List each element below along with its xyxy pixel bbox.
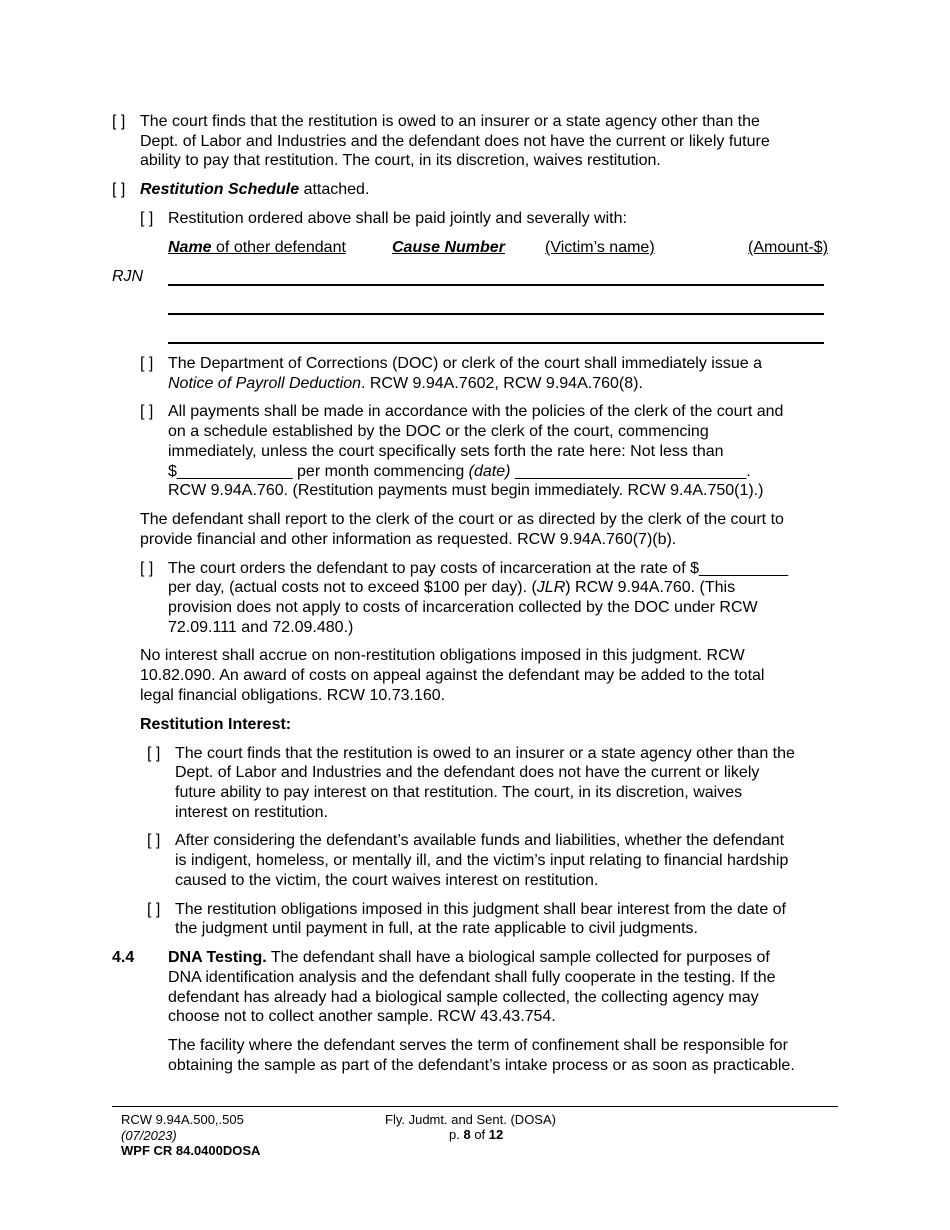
initials: RJN [112,268,144,285]
report-line-2: provide financial and other information as requested. RCW 9.94A.760(7)(b). [140,531,677,548]
col-header-victim: (Victim’s name) [545,239,655,256]
footer-rule [112,1106,838,1107]
payments-line-1: All payments shall be made in accordance with the policies of the clerk of the court and [168,403,784,420]
fill-line-3[interactable] [168,342,824,344]
interest-opt2-line-1: After considering the defendant’s available funds and liabilities, whether the defendant [175,832,785,849]
payments-line-3: immediately, unless the court specifically sets forth the rate here: Not less than [168,443,724,460]
waive-restitution-line-2: Dept. of Labor and Industries and the defendant does not have the current or likely future [140,133,770,150]
footer-form-id: WPF CR 84.0400DOSA [121,1143,261,1158]
footer-rcw: RCW 9.94A.500,.505 [121,1112,244,1127]
checkbox-payments-schedule[interactable]: [ ] [140,403,154,420]
incarceration-line-2 [168,578,735,598]
dna-line-1 [168,948,770,968]
checkbox-waive-restitution[interactable]: [ ] [112,113,126,130]
interest-opt2-line-3: caused to the victim, the court waives interest on restitution. [175,872,599,889]
checkbox-bear-interest[interactable]: [ ] [147,901,161,918]
fill-line-1[interactable] [168,284,824,286]
incarceration-line-2b: ) RCW 9.94A.760. (This [565,579,736,596]
incarceration-jlr: JLR [536,579,566,596]
footer-date: (07/2023) [121,1128,177,1143]
section-number-4-4: 4.4 [112,949,135,966]
checkbox-waive-interest-hardship[interactable]: [ ] [147,832,161,849]
payments-line-4 [168,462,751,482]
incarceration-line-2a: per day, (actual costs not to exceed $100 per day). ( [168,579,537,596]
report-line-1: The defendant shall report to the clerk of the court or as directed by the clerk of the court to [140,511,784,528]
restitution-schedule-line [140,180,369,200]
payments-line-5: RCW 9.94A.760. (Restitution payments must begin immediately. RCW 9.4A.750(1).) [168,482,764,499]
no-interest-line-2: 10.82.090. An award of costs on appeal against the defendant may be added to the total [140,667,765,684]
payments-line-2: on a schedule established by the DOC or the clerk of the court, commencing [168,423,709,440]
dna-line-4: choose not to collect another sample. RCW 43.43.754. [168,1008,556,1025]
incarceration-line-4: 72.09.111 and 72.09.480.) [168,619,354,636]
dna-line-1-rest: The defendant shall have a biological sample collected for purposes of [266,949,770,966]
dna-title: DNA Testing. [168,949,267,966]
col-header-cause: Cause Number [392,239,505,256]
payroll-line-2-rest: . RCW 9.94A.7602, RCW 9.94A.760(8). [360,375,643,392]
footer-page [449,1127,503,1143]
interest-opt3-line-1: The restitution obligations imposed in this judgment shall bear interest from the date of [175,901,786,918]
col-header-name-rest: of other defendant [211,239,346,256]
interest-opt1-line-4: interest on restitution. [175,804,328,821]
no-interest-line-3: legal financial obligations. RCW 10.73.160. [140,687,446,704]
col-header-name-bold: Name [168,239,212,256]
restitution-schedule-suffix: attached. [299,181,370,198]
footer-page-prefix: p. [449,1127,464,1142]
restitution-schedule-title: Restitution Schedule [140,181,300,198]
payments-date-label: (date) [468,463,511,480]
payments-amount-field[interactable]: $_____________ per month commencing [168,463,469,480]
interest-opt1-line-3: future ability to pay interest on that restitution. The court, in its discretion, waives [175,784,743,801]
col-header-amount: (Amount-$) [748,239,829,256]
no-interest-line-1: No interest shall accrue on non-restitution obligations imposed in this judgment. RCW [140,647,745,664]
payroll-notice-title: Notice of Payroll Deduction [168,375,361,392]
restitution-interest-heading: Restitution Interest: [140,716,292,733]
footer-page-number: 8 [463,1127,471,1142]
waive-restitution-line-3: ability to pay that restitution. The court, in its discretion, waives restitution. [140,152,661,169]
interest-opt3-line-2: the judgment until payment in full, at the rate applicable to civil judgments. [175,920,698,937]
payroll-line-1: The Department of Corrections (DOC) or clerk of the court shall immediately issue a [168,355,762,372]
payments-date-field[interactable]: __________________________. [510,463,751,480]
interest-opt2-line-2: is indigent, homeless, or mentally ill, and the victim’s input relating to financial hardship [175,852,789,869]
dna-para2-line-1: The facility where the defendant serves the term of confinement shall be responsible for [168,1037,788,1054]
footer-page-of: of [470,1127,489,1142]
payroll-line-2 [168,374,643,394]
checkbox-incarceration-costs[interactable]: [ ] [140,560,154,577]
checkbox-payroll-deduction[interactable]: [ ] [140,355,154,372]
jointly-line: Restitution ordered above shall be paid jointly and severally with: [168,210,627,227]
checkbox-restitution-schedule[interactable]: [ ] [112,181,126,198]
incarceration-line-3: provision does not apply to costs of incarceration collected by the DOC under RCW [168,599,758,616]
col-header-name [168,238,346,258]
dna-para2-line-2: obtaining the sample as part of the defendant’s intake process or as soon as practicable. [168,1057,795,1074]
checkbox-waive-interest-insurer[interactable]: [ ] [147,745,161,762]
checkbox-jointly[interactable]: [ ] [140,210,154,227]
waive-restitution-line-1: The court finds that the restitution is owed to an insurer or a state agency other than the [140,113,760,130]
footer-title: Fly. Judmt. and Sent. (DOSA) [385,1112,556,1127]
interest-opt1-line-1: The court finds that the restitution is owed to an insurer or a state agency other than the [175,745,795,762]
interest-opt1-line-2: Dept. of Labor and Industries and the defendant does not have the current or likely [175,764,760,781]
dna-line-2: DNA identification analysis and the defendant shall fully cooperate in the testing. If the [168,969,776,986]
dna-line-3: defendant has already had a biological sample collected, the collecting agency may [168,989,759,1006]
footer-page-total: 12 [488,1127,504,1142]
fill-line-2[interactable] [168,313,824,315]
incarceration-line-1: The court orders the defendant to pay costs of incarceration at the rate of $__________ [168,560,788,577]
